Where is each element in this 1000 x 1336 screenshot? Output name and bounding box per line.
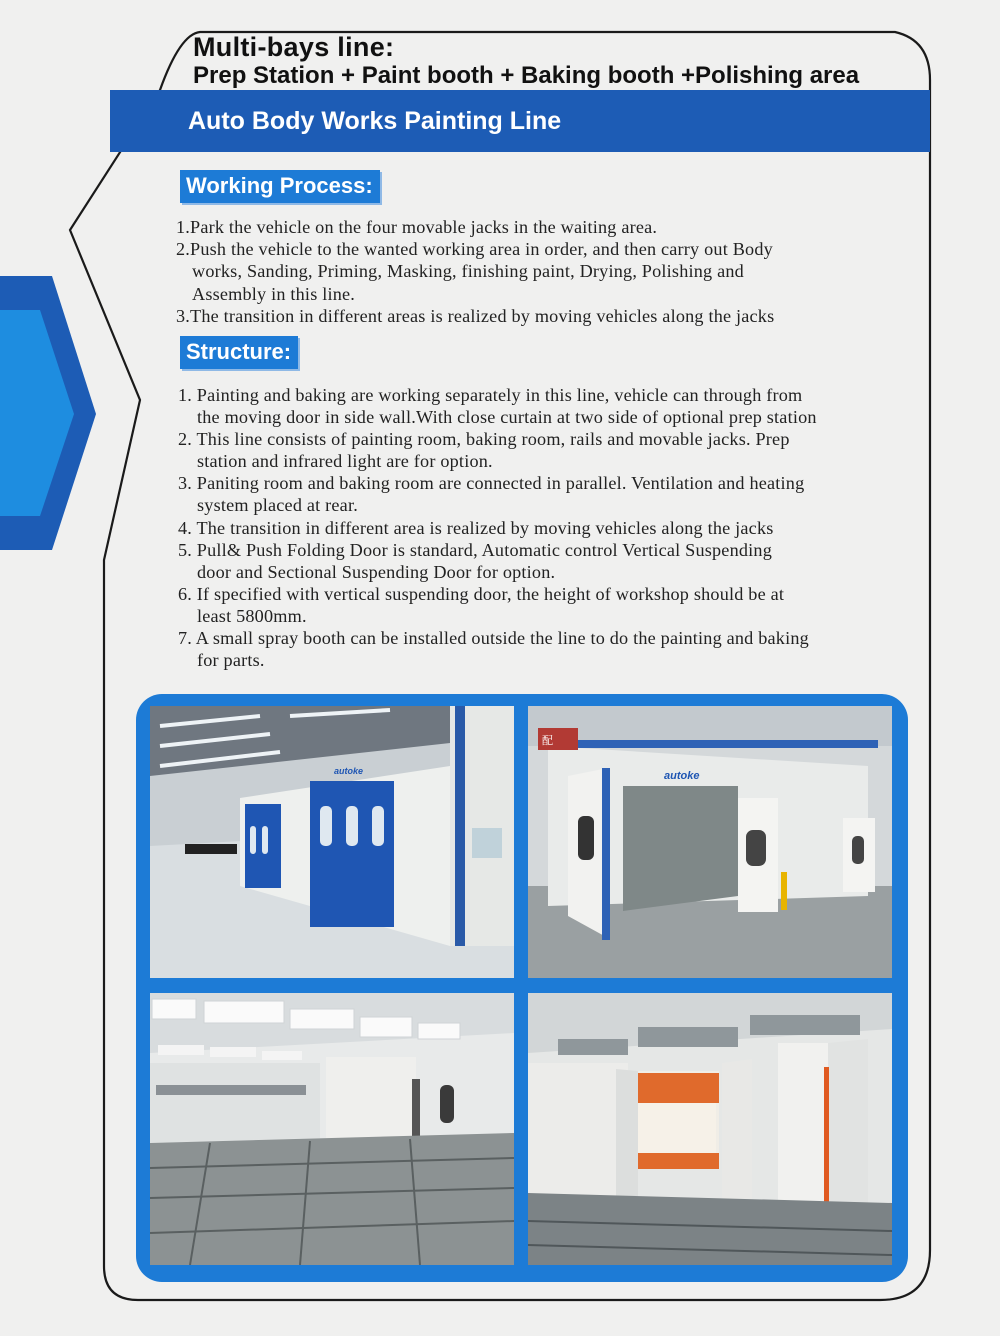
photo-booth-folding-door — [528, 993, 892, 1265]
list-item: 5. Pull& Push Folding Door is standard, Automatic control Vertical Suspending — [178, 539, 773, 560]
working-process-label: Working Process: — [180, 170, 380, 203]
list-item: least 5800mm. — [197, 605, 307, 626]
banner-title: Auto Body Works Painting Line — [188, 107, 562, 135]
list-item: 1.Park the vehicle on the four movable jacks in the waiting area. — [176, 217, 658, 237]
list-item: 3.The transition in different areas is realized by moving vehicles along the jacks — [176, 305, 775, 326]
list-item: for parts. — [197, 650, 265, 671]
list-item: 6. If specified with vertical suspending door, the height of workshop should be at — [178, 583, 785, 604]
list-item: 2. This line consists of painting room, baking room, rails and movable jacks. Prep — [178, 429, 790, 450]
working-process-list — [176, 216, 774, 327]
structure-list — [178, 384, 817, 671]
list-item: 2.Push the vehicle to the wanted working area in order, and then carry out Body — [176, 239, 773, 260]
brand-mark: autoke — [664, 770, 700, 782]
header-subtitle: Prep Station + Paint booth + Baking booth +Polishing area — [193, 62, 860, 89]
side-arrow-tab — [0, 276, 100, 552]
list-item: works, Sanding, Priming, Masking, finishing paint, Drying, Polishing and — [192, 261, 744, 282]
photo-booth-open-doors — [528, 706, 892, 978]
structure-label: Structure: — [180, 336, 298, 369]
list-item: 4. The transition in different area is realized by moving vehicles along the jacks — [178, 517, 774, 538]
photo-booth-exterior — [150, 706, 514, 978]
list-item: door and Sectional Suspending Door for option. — [197, 561, 556, 582]
brand-mark: autoke — [334, 766, 364, 776]
list-item: station and infrared light are for option. — [197, 451, 493, 472]
list-item: system placed at rear. — [197, 495, 358, 516]
list-item: 3. Paniting room and baking room are connected in parallel. Ventilation and heating — [178, 473, 805, 494]
header-title: Multi-bays line: — [193, 32, 395, 62]
photo-booth-interior — [150, 993, 514, 1265]
list-item: Assembly in this line. — [192, 283, 356, 304]
list-item: 1. Painting and baking are working separately in this line, vehicle can through from — [178, 385, 803, 405]
booth-sign-text: 配 — [542, 734, 553, 747]
list-item: 7. A small spray booth can be installed outside the line to do the painting and baking — [178, 628, 809, 649]
list-item: the moving door in side wall.With close curtain at two side of optional prep station — [197, 407, 817, 428]
